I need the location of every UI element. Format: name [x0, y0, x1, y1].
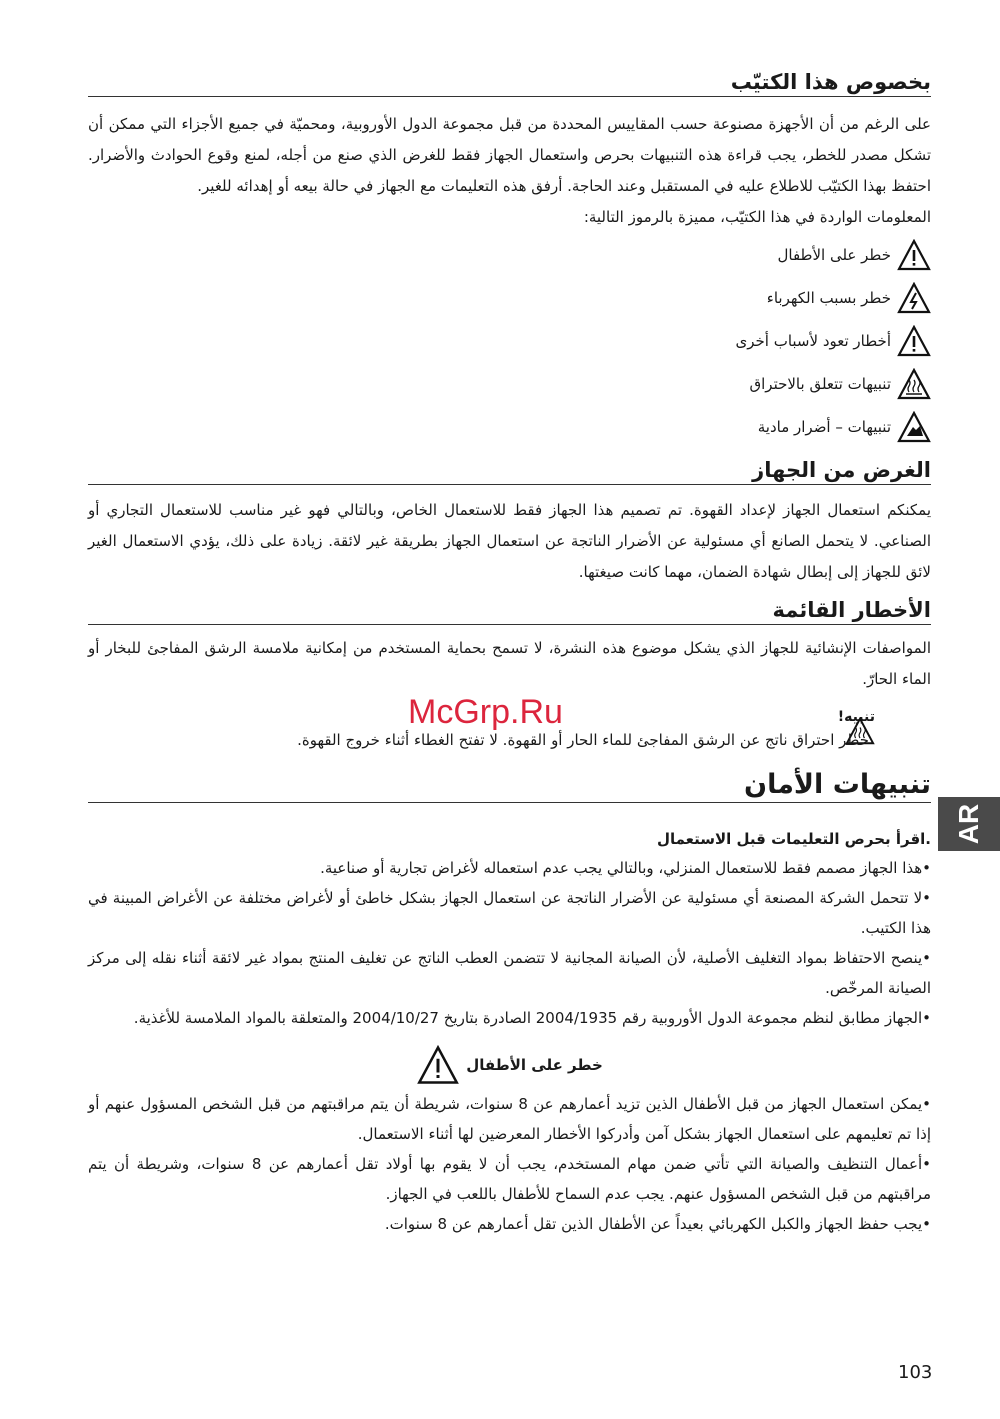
list-item: •أعمال التنظيف والصيانة التي تأتي ضمن مهام المستخدم، يجب أن لا يقوم بها أولاد تقل أعمارهم عن 8 سنوات، وشريطة أن يتم مراقبتهم من قبل الشخص المسؤول عنهم. يجب عدم السماح للأطفال باللعب في الجهاز. — [88, 1155, 931, 1203]
electric-hazard-icon — [897, 282, 931, 314]
section-title-about: بخصوص هذا الكتيّب — [88, 70, 931, 97]
material-damage-icon — [897, 411, 931, 443]
symbol-row — [88, 233, 931, 276]
section-title-safety: تنبيهات الأمان — [88, 769, 931, 803]
symbols-intro: المعلومات الواردة في هذا الكتيّب، مميزة بالرموز التالية: — [583, 208, 931, 226]
warning-triangle-icon — [897, 239, 931, 271]
symbol-label: تنبيهات تتعلق بالاحتراق — [749, 374, 891, 393]
watermark: McGrp.Ru — [408, 693, 563, 731]
about-paragraph: على الرغم من أن الأجهزة مصنوعة حسب المقاييس المحددة من قبل مجموعة الدول الأوروبية، ومحميّة في جميع الأجزاء التي ممكن أن تشكل مصدر للخطر، يجب قراءة هذه التنبيهات بحرص واستعمال الجهاز فقط للغرض الذي صنع من أجله، لمنع وقوع الحوادث والأضرار. احتفظ بهذا الكتيّب للاطلاع عليه في المستقبل وعند الحاجة. أرفق هذه التعليمات مع الجهاز في حالة بيعه أو إهدائه للغير. — [88, 115, 931, 195]
purpose-paragraph: يمكنكم استعمال الجهاز لإعداد القهوة. تم تصميم هذا الجهاز فقط للاستعمال الخاص، وبالتالي فهو غير مناسب للاستعمال التجاري أو الصناعي. لا يتحمل الصانع أي مسئولية عن الأضرار الناتجة عن استعمال الجهاز بطريقة غير لائقة. زيادة على ذلك، يؤدي الاستعمال الغير لائق للجهاز إلى إبطال شهادة الضمان، مهما كانت صيغتها. — [88, 501, 931, 581]
language-tab-label: AR — [952, 803, 984, 845]
risks-paragraph: المواصفات الإنشائية للجهاز الذي يشكل موضوع هذه النشرة، لا تسمح بحماية المستخدم من إمكانية ملامسة الرشق المفاجئ للبخار أو الماء الحارّ. — [88, 639, 931, 688]
section-about-booklet — [88, 70, 931, 448]
language-tab — [938, 797, 1000, 851]
section-title-risks: الأخطار القائمة — [88, 598, 931, 625]
children-title: خطر على الأطفال — [466, 1056, 603, 1074]
warning-triangle-icon — [897, 325, 931, 357]
warning-triangle-icon — [416, 1045, 460, 1085]
section-safety — [88, 769, 931, 1239]
list-item: •يجب حفظ الجهاز والكبل الكهربائي بعيداً عن الأطفال الذين تقل أعمارهم عن 8 سنوات. — [384, 1215, 931, 1233]
section-purpose — [88, 458, 931, 588]
read-instructions: .اقرأ بحرص التعليمات قبل الاستعمال — [656, 830, 931, 848]
symbol-label: تنبيهات – أضرار مادية — [757, 417, 891, 436]
children-heading — [88, 1045, 931, 1085]
list-item: •الجهاز مطابق لنظم مجموعة الدول الأوروبية رقم 2004/1935 الصادرة بتاريخ 2004/10/27 والمتعلقة بالمواد الملامسة للأغذية. — [133, 1009, 931, 1027]
hot-surface-icon — [897, 368, 931, 400]
warning-text: خطر احتراق ناتج عن الرشق المفاجئ للماء الحار أو القهوة. لا تفتح الغطاء أثناء خروج القهوة. — [297, 731, 869, 749]
symbol-label: أخطار تعود لأسباب أخرى — [735, 331, 891, 350]
warning-label: تنبيه! — [837, 709, 875, 725]
section-title-purpose: الغرض من الجهاز — [88, 458, 931, 485]
symbol-label: خطر على الأطفال — [777, 245, 891, 264]
document-page — [88, 60, 931, 1239]
list-item: •لا تتحمل الشركة المصنعة أي مسئولية عن الأضرار الناتجة عن استعمال الجهاز بشكل خاطئ أو لأغراض مختلفة عن الأغراض المبينة في هذا الكتيب. — [88, 889, 931, 937]
symbol-label: خطر بسبب الكهرباء — [766, 288, 891, 307]
symbol-row — [88, 405, 931, 448]
symbol-row — [88, 319, 931, 362]
list-item: •هذا الجهاز مصمم فقط للاستعمال المنزلي، وبالتالي يجب عدم استعماله لأغراض تجارية أو صناعية. — [320, 859, 931, 877]
page-number: 103 — [898, 1362, 933, 1383]
list-item: •يمكن استعمال الجهاز من قبل الأطفال الذين تزيد أعمارهم عن 8 سنوات، شريطة أن يتم مراقبتهم من قبل الشخص المسؤول عنهم أو إذا تم تعليمهم على استعمال الجهاز بشكل آمن وأدركوا الأخطار المعرضين لها أثناء الاستعمال. — [88, 1095, 931, 1143]
symbol-row — [88, 276, 931, 319]
symbol-row — [88, 362, 931, 405]
list-item: •ينصح الاحتفاظ بمواد التغليف الأصلية، لأن الصيانة المجانية لا تتضمن العطب الناتج عن تغليف المنتج بمواد غير لائقة أثناء نقله إلى مركز الصيانة المرخّص. — [88, 949, 931, 997]
